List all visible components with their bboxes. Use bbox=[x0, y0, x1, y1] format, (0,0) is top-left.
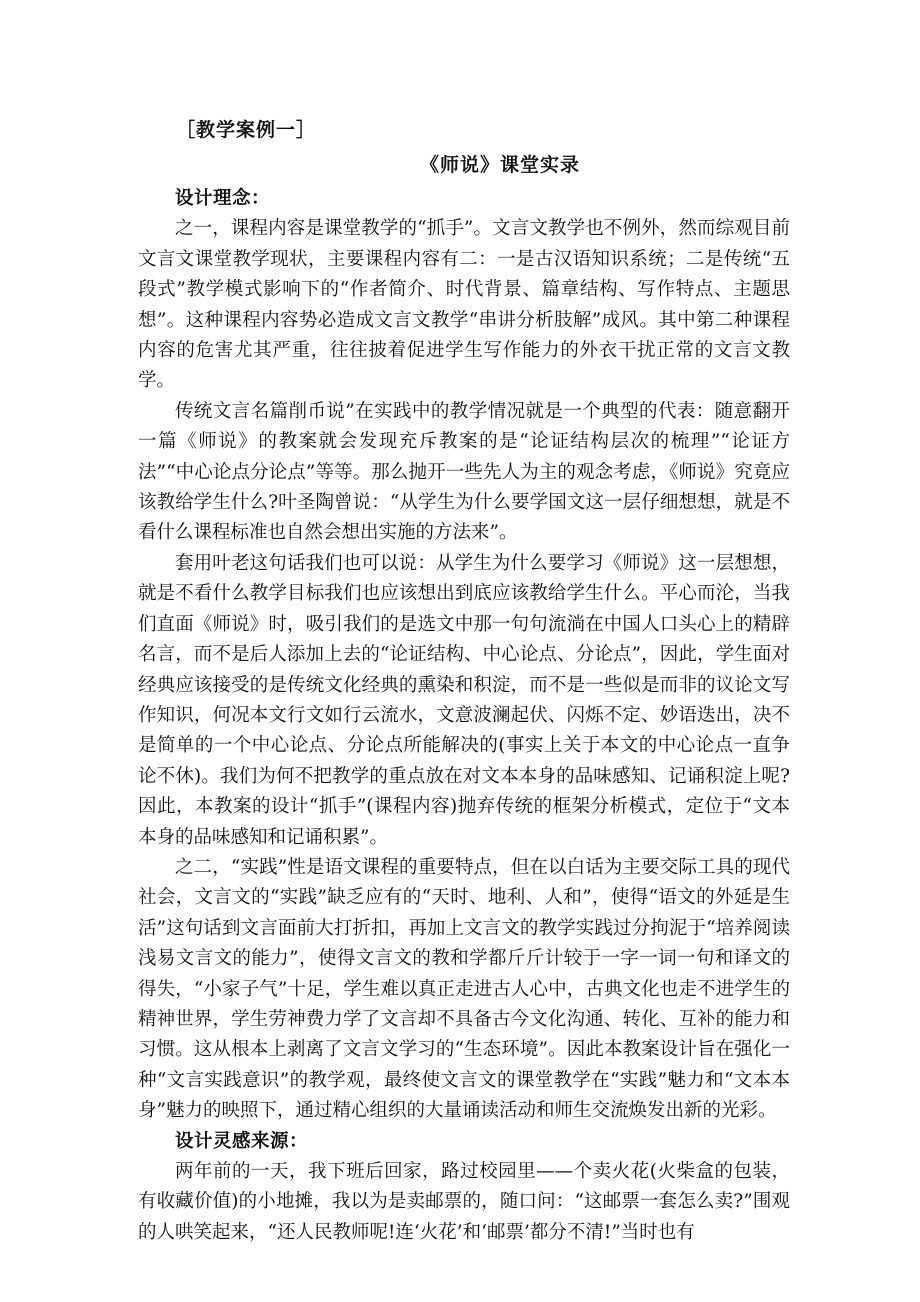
paragraph: 传统文言名篇削币说”在实践中的教学情况就是一个典型的代表：随意翻开一篇《师说》的教案就会发现充斥教案的是“论证结构层次的梳理”“论证方法”“中心论点分论点”等等。那么抛开一些先人为主的观念考虑，《师说》究竟应该教给学生什么?叶圣陶曾说：“从学生为什么要学国文这一层仔细想想，就是不看什么课程标准也自然会想出实施的方法来”。 bbox=[138, 400, 790, 544]
section-heading: 设计灵感来源： bbox=[175, 1130, 309, 1152]
case-label: ［教学案例一］ bbox=[176, 119, 317, 141]
paragraph: 之二，“实践”性是语文课程的重要特点，但在以白话为主要交际工具的现代社会，文言文的“实践”缺乏应有的“天时、地利、人和”，使得“语文的外延是生活”这句话到文言面前大打折扣，再加上文言文的教学实践过分拘泥于“培养阅读浅易文言文的能力”，使得文言文的教和学都斤斤计较于一字一词一句和译文的得失，“小家子气”十足，学生难以真正走进古人心中，古典文化也走不进学生的精神世界，学生劳神费力学了文言却不具备古今文化沟通、转化、互补的能力和习惯。这从根本上剥离了文言文学习的“生态环境”。因此本教案设计旨在强化一种“文言实践意识”的教学观，最终使文言文的课堂教学在“实践”魅力和“文本本身”魅力的映照下，通过精心组织的大量诵读活动和师生交流焕发出新的光彩。 bbox=[138, 856, 790, 1122]
section-heading: 设计理念： bbox=[175, 188, 271, 209]
paragraph: 之一，课程内容是课堂教学的“抓手”。文言文教学也不例外，然而综观目前文言文课堂教学现状，主要课程内容有二：一是古汉语知识系统；二是传统“五段式”教学模式影响下的“作者简介、时代背景、篇章结构、写作特点、主题思想”。这种课程内容势必造成文言文教学“串讲分析肢解”成风。其中第二种课程内容的危害尤其严重，往往披着促进学生写作能力的外衣干扰正常的文言文教学。 bbox=[138, 218, 790, 392]
paragraph: 两年前的一天，我下班后回家，路过校园里——个卖火花(火柴盒的包装，有收藏价值)的小地摊，我以为是卖邮票的，随口问：“这邮票一套怎么卖?”围观的人哄笑起来，“还人民教师呢!连‘火花’和‘邮票’都分不清!”当时也有 bbox=[138, 1161, 790, 1243]
paragraph: 套用叶老这句话我们也可以说：从学生为什么要学习《师说》这一层想想，就是不看什么教学目标我们也应该想出到底应该教给学生什么。平心而沦，当我们直面《师说》时，吸引我们的是选文中那一句句流淌在中国人口头心上的精辟名言，而不是后人添加上去的“论证结构、中心论点、分论点”，因此，学生面对经典应该接受的是传统文化经典的熏染和积淀，而不是一些似是而非的议论文写作知识，何况本文行文如行云流水，文意波澜起伏、闪烁不定、妙语迭出，决不是简单的一个中心论点、分论点所能解决的(事实上关于本文的中心论点一直争论不休)。我们为何不把教学的重点放在对文本本身的品味感知、记诵积淀上呢?因此，本教案的设计“抓手”(课程内容)抛弃传统的框架分析模式，定位于“文本本身的品味感知和记诵积累”。 bbox=[138, 552, 790, 848]
section-inspiration-source bbox=[138, 1127, 790, 1249]
document-body bbox=[138, 184, 790, 1248]
document-title: 《师说》课堂实录 bbox=[420, 154, 581, 176]
section-design-concept bbox=[138, 184, 790, 1127]
